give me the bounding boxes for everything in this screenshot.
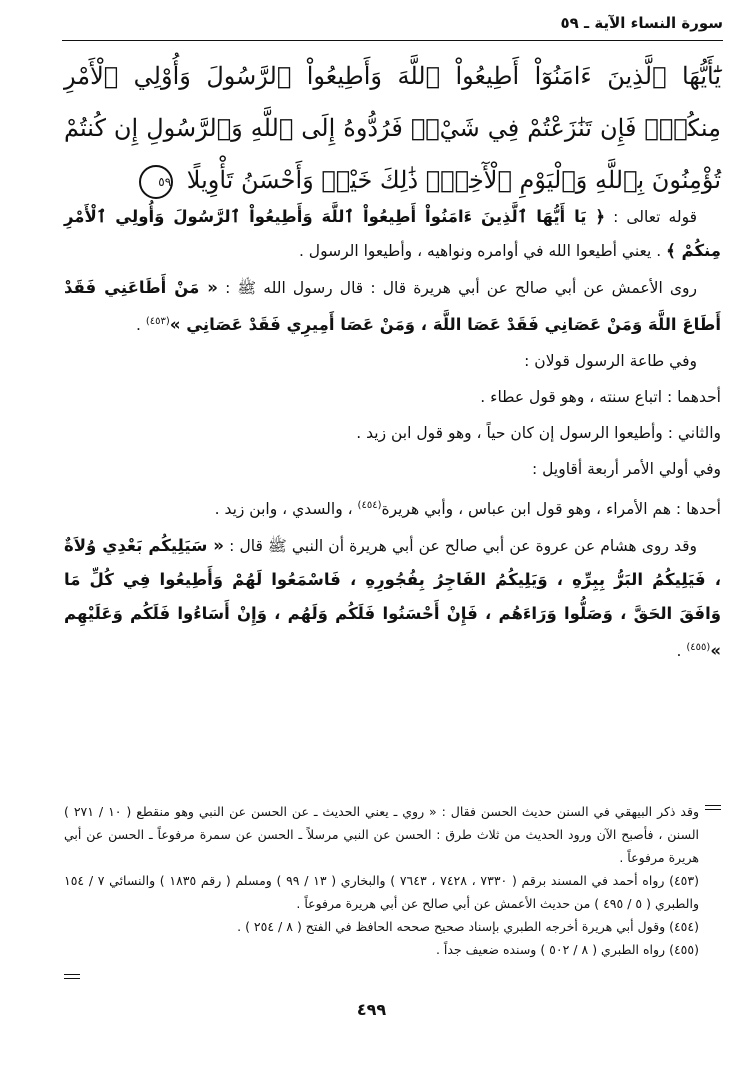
p1-quote: ﴿ يَا أَيُّهَا ٱلَّذِينَ ءَامَنُواْ أَطِيعُواْ ٱللَّهَ وَأَطِيعُواْ ٱلرَّسُولَ وَأُولِي ٱلْأَمْرِ مِنكُمْ ﴾ [64,207,721,260]
footnote-ref-454: (٤٥٤) [357,500,382,512]
verse-number-icon: ٥٩ [139,165,173,199]
paragraph-8 [64,529,721,668]
quran-verse [64,50,721,206]
paragraph-5: والثاني : وأطيعوا الرسول إن كان حياً ، وهو قول ابن زيد . [356,424,721,443]
verse-text: يَٰٓأَيُّهَا ٱلَّذِينَ ءَامَنُوٓاْ أَطِيعُواْ ٱللَّهَ وَأَطِيعُواْ ٱلرَّسُولَ وَأُوْلِي ٱلْأَمْرِ مِنكُمْۖ فَإِن تَنَٰزَعْتُمْ فِي شَيْءٖ فَرُدُّوهُ إِلَى ٱللَّهِ وَٱلرَّسُولِ إِن كُنتُمْ تُؤْمِنُونَ بِٱللَّهِ وَٱلْيَوْمِ ٱلْأٓخِرِۚ ذَٰلِكَ خَيْرٞ وَأَحْسَنُ تَأْوِيلًا [64,62,721,194]
paragraph-6: وفي أولي الأمر أربعة أقاويل : [532,460,721,479]
p7-b: ، والسدي ، وابن زيد . [214,500,358,519]
footnote-continuation-mark [705,805,721,806]
footnote-ref-455: (٤٥٥) [686,642,711,654]
header-title: سورة النساء الآية ـ ٥٩ [560,14,723,32]
p2-intro: روى الأعمش عن أبي صالح عن أبي هريرة قال : قال رسول الله ﷺ : [217,279,697,297]
p8-intro: وقد روى هشام عن عروة عن أبي صالح عن أبي هريرة أن النبي ﷺ قال : [223,537,697,556]
footnote-ref-453: (٤٥٣) [145,316,170,327]
paragraph-2 [64,271,721,342]
p1-rest: . يعني أطيعوا الله في أوامره ونواهيه ، وأطيعوا الرسول . [298,242,667,260]
footnotes [64,800,699,961]
footnote-continuation-mark-2 [705,809,721,810]
header-rule [62,40,723,41]
footnote-453: (٤٥٣) رواه أحمد في المسند برقم ( ٧٣٣٠ ، ٧٤٢٨ ، ٧٦٤٣ ) والبخاري ( ١٣ / ٩٩ ) ومسلم ( رقم ١٨٣٥ ) والنسائي ٧ / ١٥٤ والطبري ( ٥ / ٤٩٥ ) من حديث الأعمش عن أبي صالح عن أبي هريرة مرفوعاً . [64,873,700,911]
footnote-continues-mark-2 [64,978,80,979]
paragraph-7 [64,489,721,526]
p8-end: . [676,642,687,661]
p1-intro: قوله تعالى : [605,208,697,226]
page-number: ٤٩٩ [356,1000,387,1019]
paragraph-1 [64,200,721,268]
running-header [62,14,723,36]
p7-a: أحدها : هم الأمراء ، وهو قول ابن عباس ، وأبي هريرة [381,500,721,519]
p2-quote: « مَنْ أَطَاعَنِي فَقَدْ أَطَاعَ اللَّهَ وَمَنْ عَصَانِي فَقَدْ عَصَا اللَّهَ ، وَمَنْ عَصَا أَمِيرِي فَقَدْ عَصَانِي » [64,278,721,335]
footnote-continued: وقد ذكر البيهقي في السنن حديث الحسن فقال : « روي ـ يعني الحديث ـ عن الحسن عن النبي وهو منقطع ( ١٠ / ٢٧١ ) السنن ، فأصبح الآن ورود الحديث من ثلاث طرق : الحسن عن النبي مرسلاً ـ الحسن عن سمرة مرفوعاً ـ الحسن عن أبي هريرة مرفوعاً . [64,804,699,865]
footnote-454: (٤٥٤) وقول أبي هريرة أخرجه الطبري بإسناد صحيح صححه الحافظ في الفتح ( ٨ / ٢٥٤ ) . [237,919,699,934]
footnote-continues-mark [64,974,80,975]
p8-quote: « سَيَلِيكُم بَعْدِي وُلاَةٌ ، فَيَلِيكُمُ البَرُّ بِبِرِّهِ ، وَيَلِيكُمُ الفَاجِرُ بِفُجُورِهِ ، فَاسْمَعُوا لَهُمْ وَأَطِيعُوا فِي كُلِّ مَا وَافَقَ الحَقَّ ، وَصَلُّوا وَرَاءَهُم ، فَإِنْ أَحْسَنُوا فَلَكُم وَلَهُم ، وَإِنْ أَسَاءُوا فَلَكُم وَعَلَيْهِم » [64,536,721,661]
footnote-455: (٤٥٥) رواه الطبري ( ٨ / ٥٠٢ ) وسنده ضعيف جداً . [435,942,699,957]
commentary-body [64,200,721,668]
paragraph-4: أحدهما : اتباع سنته ، وهو قول عطاء . [480,388,721,407]
p2-end: . [136,316,146,335]
paragraph-3: وفي طاعة الرسول قولان : [524,352,697,371]
